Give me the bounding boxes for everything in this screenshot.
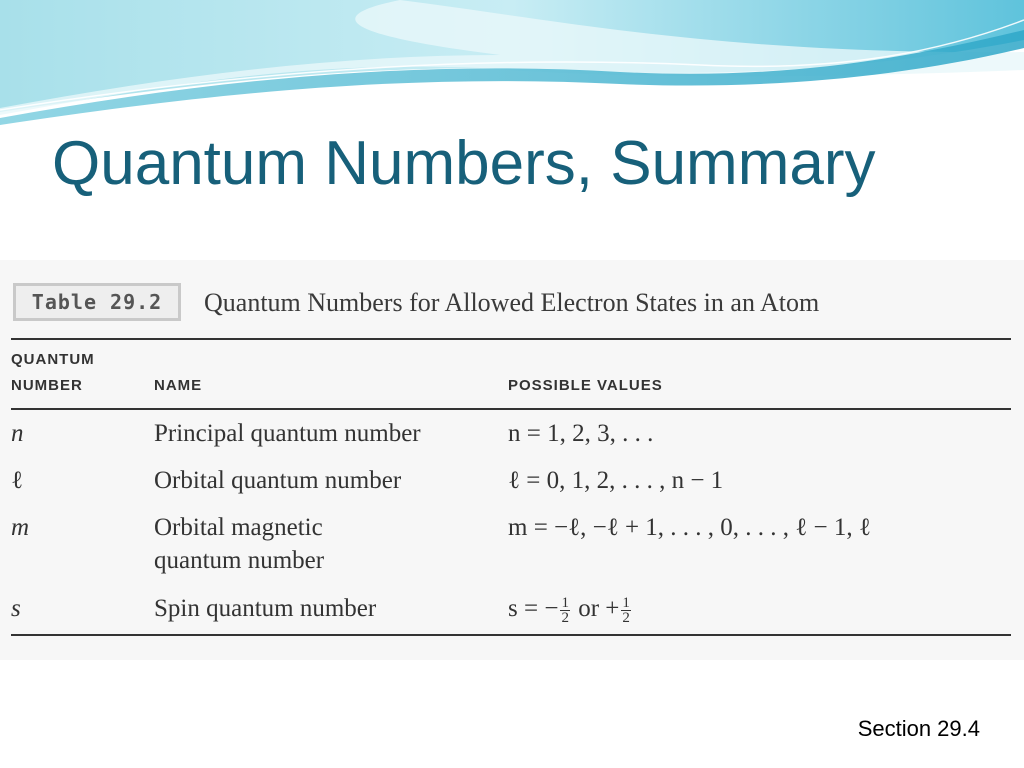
row-symbol-n: n (11, 420, 24, 447)
fraction-numerator: 1 (622, 594, 630, 611)
row-value-orbital: ℓ = 0, 1, 2, . . . , n − 1 (508, 467, 724, 494)
spin-fraction-positive (621, 596, 631, 625)
row-name-spin: Spin quantum number (154, 595, 377, 622)
table-bottom-rule (11, 634, 1011, 636)
row-name-magnetic-line1: Orbital magnetic (154, 514, 323, 541)
row-symbol-s: s (11, 595, 21, 622)
row-name-magnetic-line2: quantum number (154, 547, 325, 574)
table-top-rule (11, 338, 1011, 340)
spin-value-middle: or + (571, 595, 620, 622)
fraction-numerator: 1 (561, 594, 569, 611)
spin-fraction-negative (560, 596, 570, 625)
table-header-rule (11, 408, 1011, 410)
row-name-orbital: Orbital quantum number (154, 467, 402, 494)
row-value-magnetic: m = −ℓ, −ℓ + 1, . . . , 0, . . . , ℓ − 1, ℓ (508, 514, 871, 541)
header-possible-values: POSSIBLE VALUES (508, 377, 663, 394)
row-value-spin (508, 592, 633, 626)
row-symbol-m: m (11, 514, 30, 541)
table-number-label (13, 283, 181, 321)
slide-title: Quantum Numbers, Summary (52, 129, 876, 198)
header-quantum-line1: QUANTUM (11, 351, 95, 368)
table-caption: Quantum Numbers for Allowed Electron States in an Atom (204, 288, 820, 317)
header-wave-decoration (0, 0, 1024, 125)
section-footer: Section 29.4 (857, 716, 980, 741)
header-name: NAME (154, 377, 203, 394)
header-quantum-line2: NUMBER (11, 377, 83, 394)
row-name-principal: Principal quantum number (154, 420, 421, 447)
spin-value-prefix: s = − (508, 595, 559, 622)
table-number-text: Table 29.2 (31, 290, 163, 314)
fraction-denominator: 2 (622, 609, 630, 626)
row-symbol-l: ℓ (11, 467, 23, 494)
row-value-principal: n = 1, 2, 3, . . . (508, 420, 654, 447)
fraction-denominator: 2 (561, 609, 569, 626)
